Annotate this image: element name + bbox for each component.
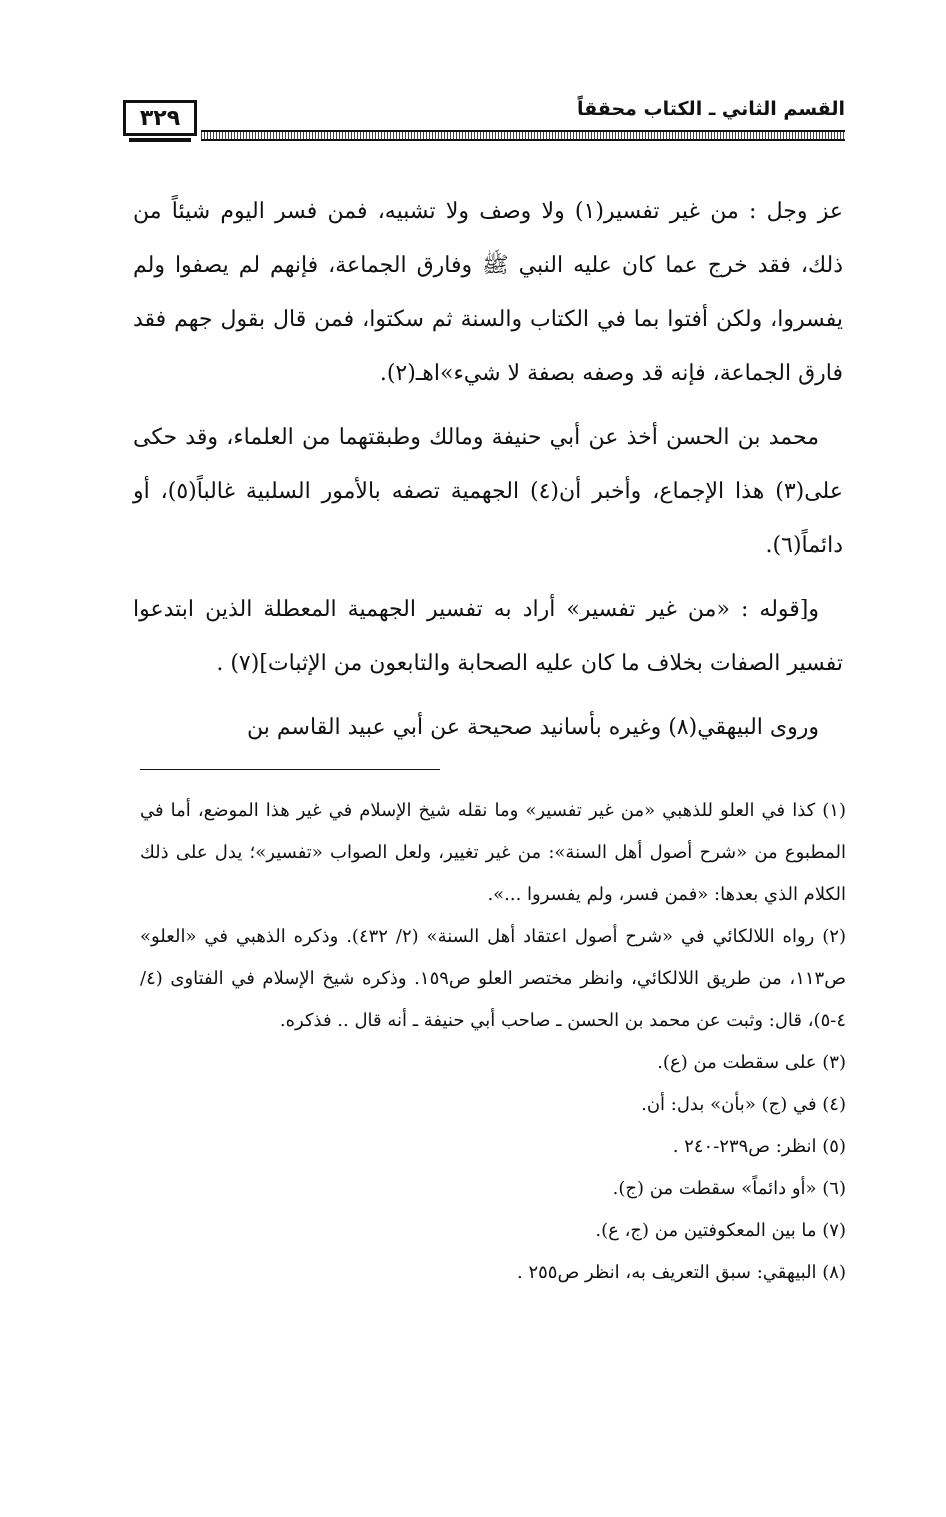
header-rule <box>201 130 845 141</box>
footnote-separator <box>140 769 440 770</box>
footnote: (٦) «أو دائماً» سقطت من (ج). <box>612 1178 846 1199</box>
paragraph: عز وجل : من غير تفسير(١) ولا وصف ولا تشبيه، فمن فسر اليوم شيئاً من ذلك، فقد خرج عما كان عليه النبي ﷺ وفارق الجماعة، فإنهم لم يصفوا ولم يفسروا، ولكن أفتوا بما في الكتاب والسنة ثم سكتوا، فمن قال بقول جهم فقد فارق الجماعة، فإنه قد وصفه بصفة لا شيء»اهـ(٢). <box>133 199 843 386</box>
footnotes <box>140 790 846 1294</box>
footnote: (٤) في (ج) «بأن» بدل: أن. <box>641 1094 846 1115</box>
footnote: (١) كذا في العلو للذهبي «من غير تفسير» وما نقله شيخ الإسلام في غير هذا الموضع، أما في المطبوع من «شرح أصول أهل السنة»: من غير تغيير، ولعل الصواب «تفسير»؛ يدل على ذلك الكلام الذي بعدها: «فمن فسر، ولم يفسروا ...». <box>140 800 846 905</box>
page-number: ٣٢٩ <box>123 100 197 136</box>
running-title: القسم الثاني ـ الكتاب محققاً <box>576 98 845 120</box>
main-text <box>133 185 843 765</box>
footnote: (٢) رواه اللالكائي في «شرح أصول اعتقاد أهل السنة» (٢/ ٤٣٢). وذكره الذهبي في «العلو» ص١١٣، من طريق اللالكائي، وانظر مختصر العلو ص١٥٩. وذكره شيخ الإسلام في الفتاوى (٤/ ٤-٥)، قال: وثبت عن محمد بن الحسن ـ صاحب أبي حنيفة ـ أنه قال .. فذكره. <box>140 926 846 1031</box>
paragraph: وروى البيهقي(٨) وغيره بأسانيد صحيحة عن أبي عبيد القاسم بن <box>247 715 819 740</box>
footnote: (٨) البيهقي: سبق التعريف به، انظر ص٢٥٥ . <box>517 1262 846 1283</box>
footnote: (٣) على سقطت من (ع). <box>657 1052 846 1073</box>
page-header <box>123 96 845 146</box>
footnote: (٧) ما بين المعكوفتين من (ج، ع). <box>595 1220 846 1241</box>
paragraph: و[قوله : «من غير تفسير» أراد به تفسير الجهمية المعطلة الذين ابتدعوا تفسير الصفات بخلاف ما كان عليه الصحابة والتابعون من الإثبات](٧) . <box>133 597 843 676</box>
footnote: (٥) انظر: ص٢٣٩-٢٤٠ . <box>672 1136 846 1157</box>
paragraph: محمد بن الحسن أخذ عن أبي حنيفة ومالك وطبقتهما من العلماء، وقد حكى على(٣) هذا الإجماع، وأخبر أن(٤) الجهمية تصفه بالأمور السلبية غالباً(٥)، أو دائماً(٦). <box>133 425 843 558</box>
